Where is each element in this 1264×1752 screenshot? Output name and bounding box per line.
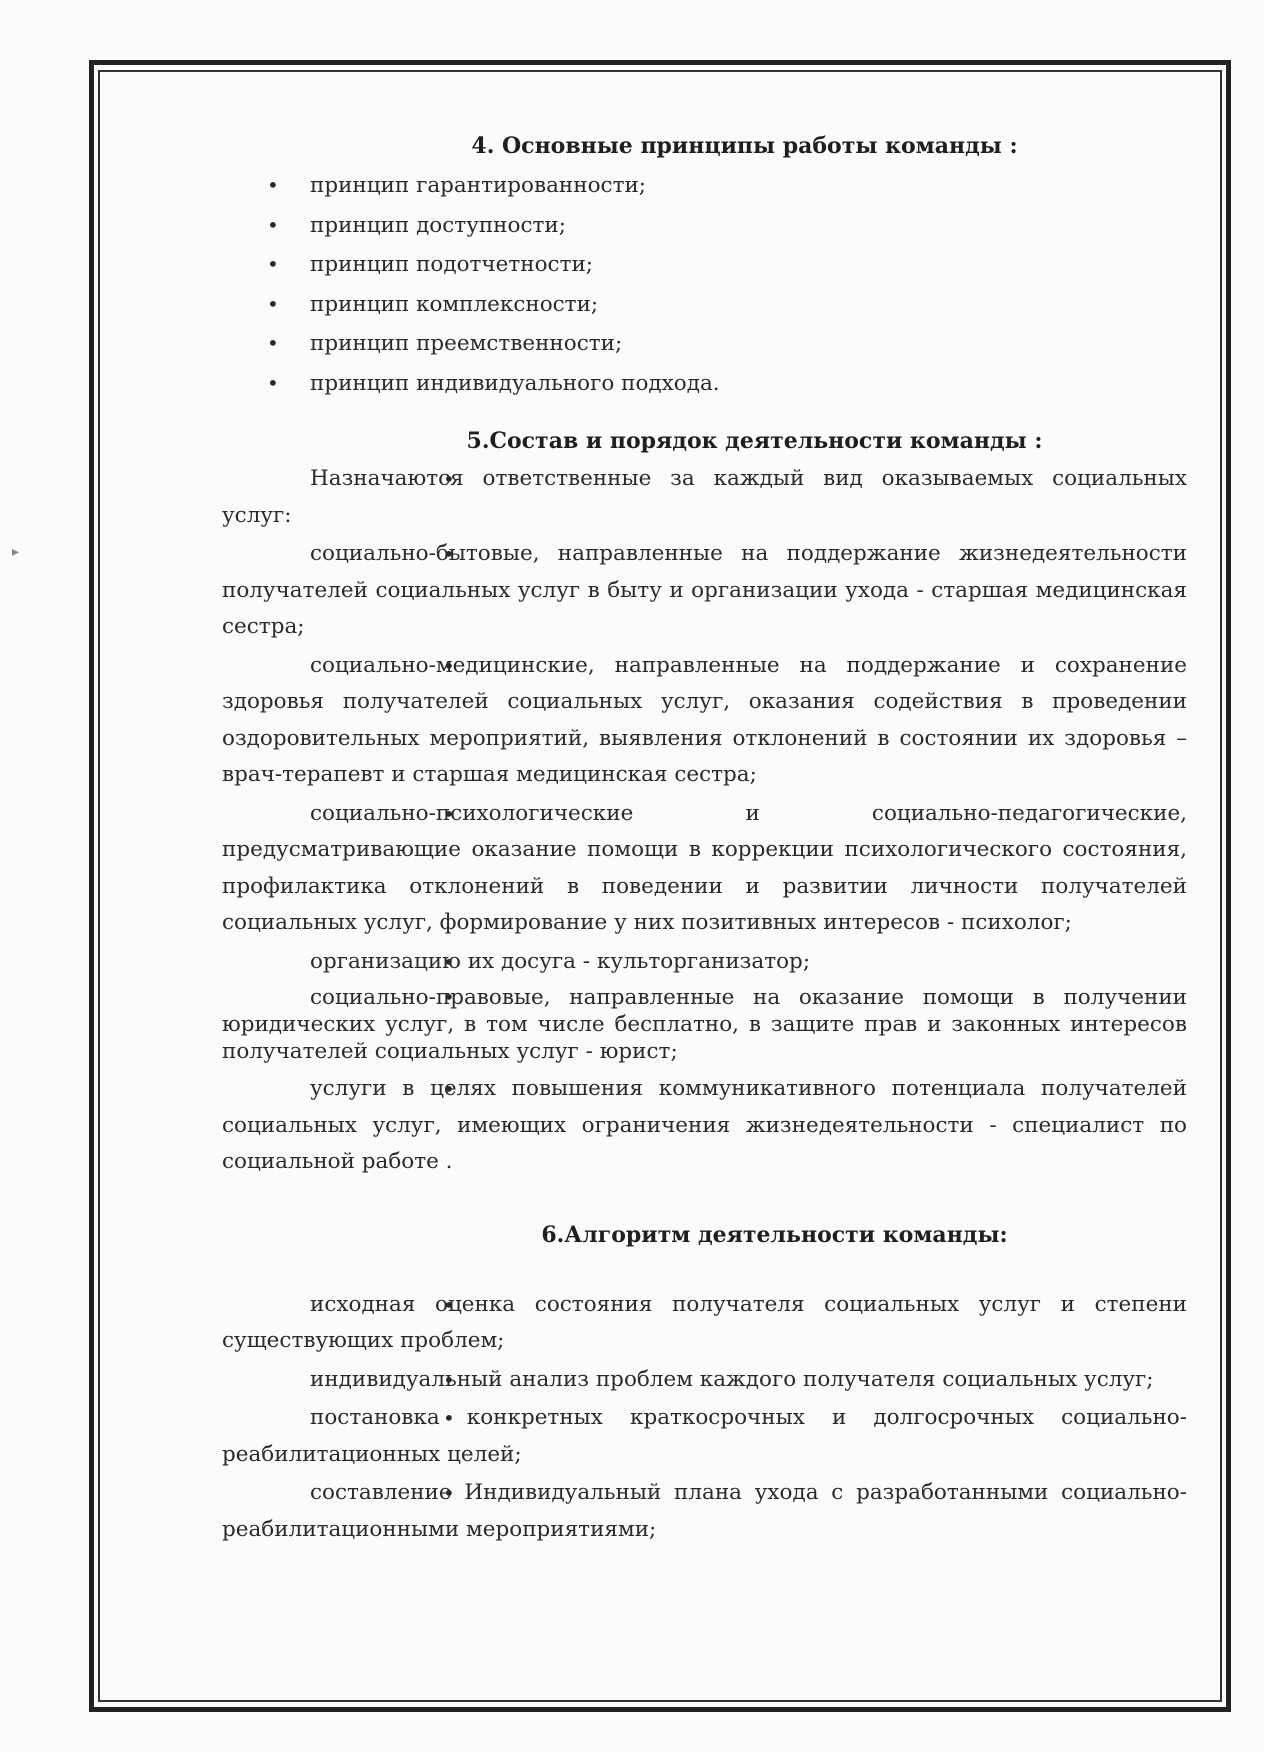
section-5-heading: 5.Состав и порядок деятельности команды : [466, 428, 1043, 454]
paragraph-text: социально-медицинские, направленные на поддержание и сохранение здоровья получателей социальных услуг, оказания содействия в проведении оздоровительных мероприятий, выявления отклонений в состоянии их здоровья – врач-терапевт и старшая медицинская сестра; [222, 652, 1187, 787]
list-item: • принцип комплексности; [222, 285, 1187, 325]
paragraph-text: социально-правовые, направленные на оказание помощи в получении юридических услуг, в том числе бесплатно, в защите прав и законных интересов получателей социальных услуг - юрист; [222, 985, 1187, 1064]
paragraph [222, 1071, 1187, 1181]
paragraph-text: услуги в целях повышения коммуникативного потенциала получателей социальных услуг, имеющих ограничения жизнедеятельности - специалист по социальной работе . [222, 1076, 1187, 1174]
paragraph [222, 1362, 1187, 1399]
paragraph [222, 944, 1187, 981]
scan-speck: ▸ [12, 544, 20, 560]
paragraph-text: индивидуальный анализ проблем каждого получателя социальных услуг; [310, 1366, 1154, 1392]
paragraph-text: постановка конкретных краткосрочных и долгосрочных социально-реабилитационных целей; [222, 1405, 1187, 1467]
paragraph [222, 1400, 1187, 1473]
paragraph-text: социально-бытовые, направленные на поддержание жизнедеятельности получателей социальных услуг в быту и организации ухода - старшая медицинская сестра; [222, 541, 1187, 639]
paragraph [222, 536, 1187, 646]
paragraph [222, 1287, 1187, 1360]
paragraph [222, 984, 1187, 1065]
principles-list [222, 166, 1187, 403]
section-4-heading: 4. Основные принципы работы команды : [471, 133, 1018, 159]
paragraph-text: социально-психологические и социально-педагогические, предусматривающие оказание помощи в коррекции психологического состояния, профилактика отклонений в поведении и развитии личности получателей социальных услуг, формирование у них позитивных интересов - психолог; [222, 800, 1187, 935]
paragraph [222, 796, 1187, 942]
list-item: • принцип доступности; [222, 206, 1187, 246]
list-item: • принцип индивидуального подхода. [222, 364, 1187, 404]
list-item: • принцип подотчетности; [222, 245, 1187, 285]
section-6-heading: 6.Алгоритм деятельности команды: [541, 1221, 1008, 1248]
paragraph [222, 648, 1187, 794]
paragraph [222, 461, 1187, 534]
paragraph [222, 1475, 1187, 1548]
paragraph-text: составление Индивидуальный плана ухода с разработанными социально-реабилитационными мероприятиями; [222, 1480, 1187, 1542]
document-body [222, 128, 1187, 1550]
paragraph-text: организацию их досуга - культорганизатор; [310, 948, 811, 974]
paragraph-text: исходная оценка состояния получателя социальных услуг и степени существующих проблем; [222, 1291, 1187, 1353]
list-item: • принцип гарантированности; [222, 166, 1187, 206]
paragraph-text: Назначаются ответственные за каждый вид оказываемых социальных услуг: [222, 466, 1187, 528]
list-item: • принцип преемственности; [222, 324, 1187, 364]
